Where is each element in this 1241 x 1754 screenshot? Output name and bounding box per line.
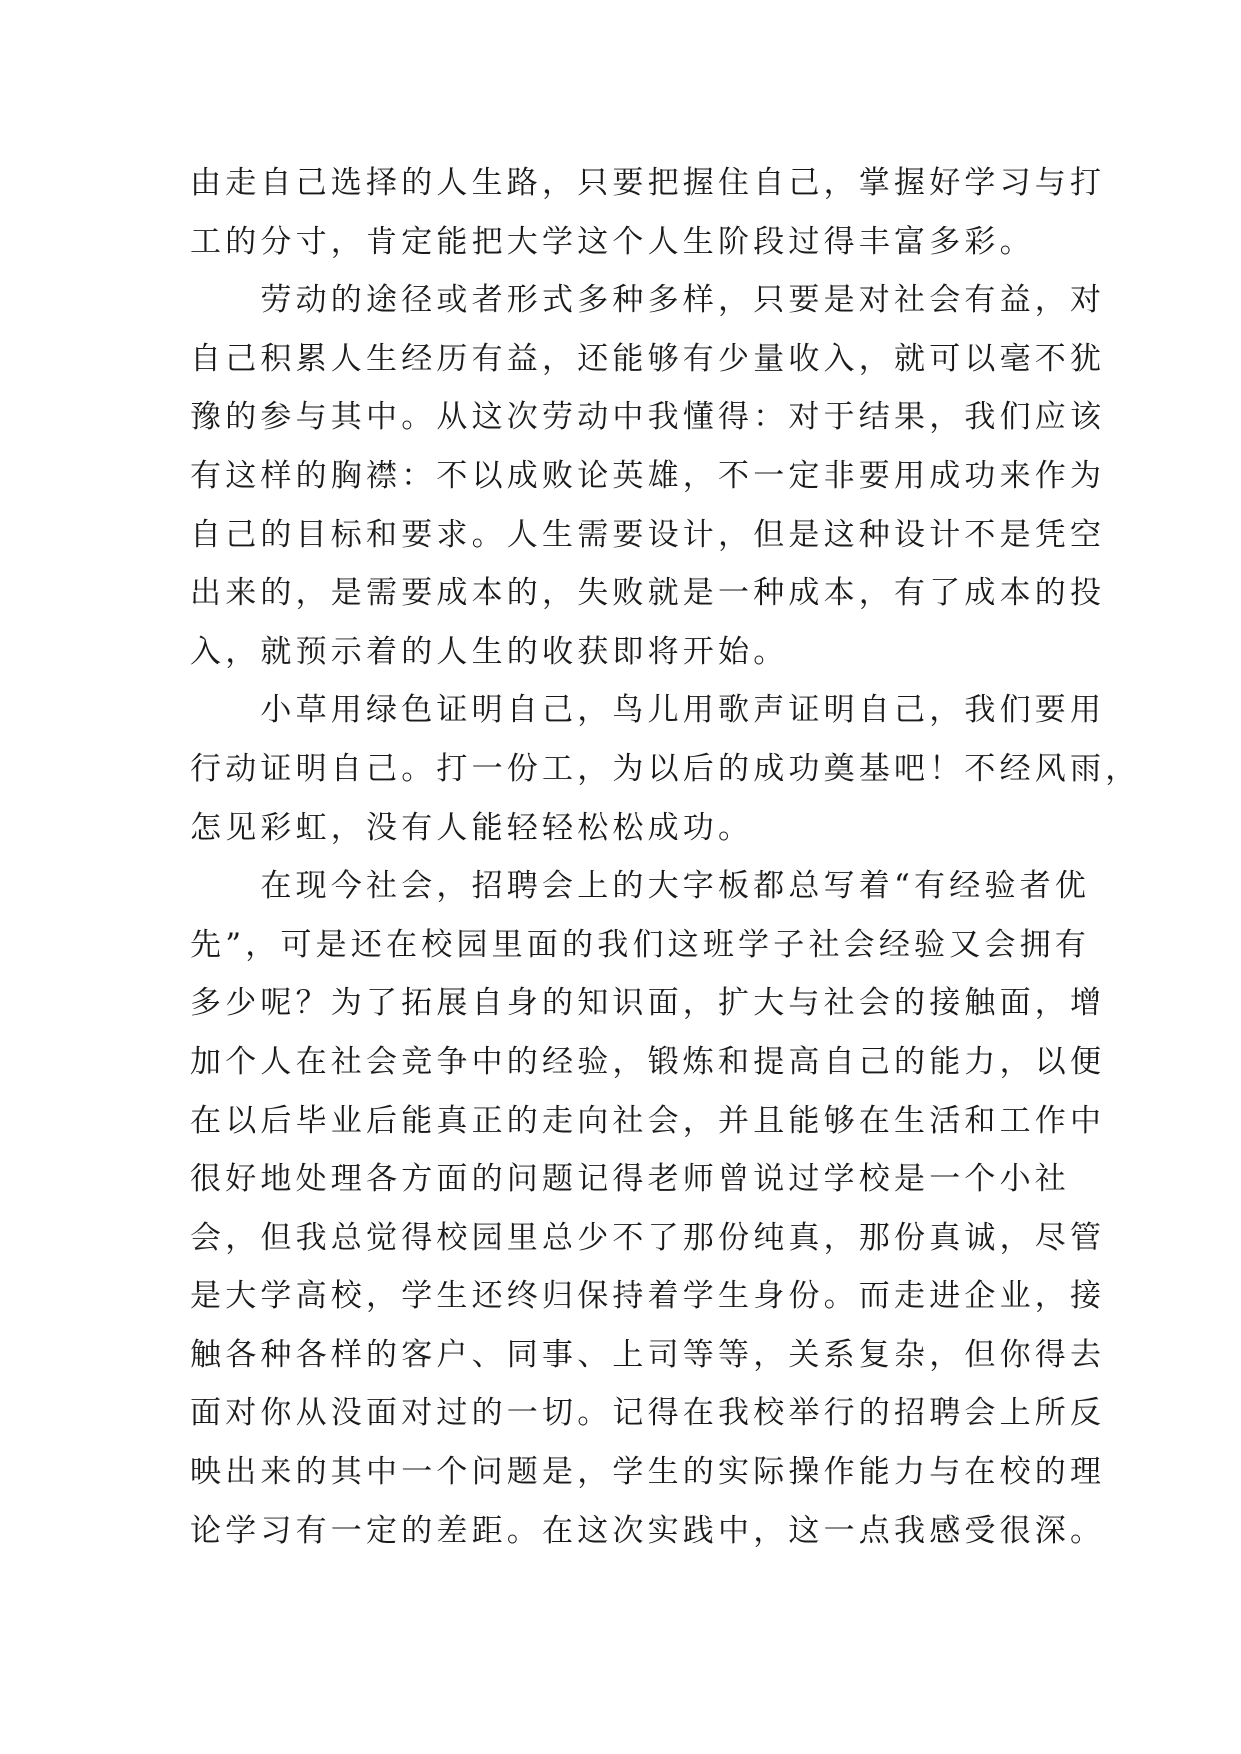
text-line: 自己积累人生经历有益，还能够有少量收入，就可以毫不犹 bbox=[190, 340, 1106, 377]
text-line: 劳动的途径或者形式多种多样，只要是对社会有益，对 bbox=[190, 282, 1106, 319]
text-line: 是大学高校，学生还终归保持着学生身份。而走进企业，接 bbox=[190, 1278, 1106, 1315]
text-line: 会，但我总觉得校园里总少不了那份纯真，那份真诚，尽管 bbox=[190, 1219, 1106, 1256]
text-line: 出来的，是需要成本的，失败就是一种成本，有了成本的投 bbox=[190, 575, 1106, 612]
body-text bbox=[190, 154, 1141, 1560]
text-line: 入，就预示着的人生的收获即将开始。 bbox=[190, 633, 789, 670]
text-line: 加个人在社会竞争中的经验，锻炼和提高自己的能力，以便 bbox=[190, 1043, 1106, 1080]
text-line: 自己的目标和要求。人生需要设计，但是这种设计不是凭空 bbox=[190, 516, 1106, 553]
text-line: 小草用绿色证明自己，鸟儿用歌声证明自己，我们要用 bbox=[190, 692, 1106, 729]
text-line: 怎见彩虹，没有人能轻轻松松成功。 bbox=[190, 809, 754, 846]
text-line: 面对你从没面对过的一切。记得在我校举行的招聘会上所反 bbox=[190, 1395, 1106, 1432]
text-line: 触各种各样的客户、同事、上司等等，关系复杂，但你得去 bbox=[190, 1336, 1106, 1373]
text-line: 行动证明自己。打一份工，为以后的成功奠基吧！不经风雨， bbox=[190, 750, 1141, 787]
text-line: 工的分寸，肯定能把大学这个人生阶段过得丰富多彩。 bbox=[190, 223, 1035, 260]
text-line: 由走自己选择的人生路，只要把握住自己，掌握好学习与打 bbox=[190, 165, 1106, 201]
text-line: 映出来的其中一个问题是，学生的实际操作能力与在校的理 bbox=[190, 1454, 1106, 1491]
text-line: 在现今社会，招聘会上的大字板都总写着“有经验者优 bbox=[190, 868, 1091, 905]
text-line: 多少呢？为了拓展自身的知识面，扩大与社会的接触面，增 bbox=[190, 985, 1106, 1022]
text-line: 论学习有一定的差距。在这次实践中，这一点我感受很深。 bbox=[190, 1512, 1106, 1549]
text-line: 很好地处理各方面的问题记得老师曾说过学校是一个小社 bbox=[190, 1161, 1070, 1198]
text-line: 先”，可是还在校园里面的我们这班学子社会经验又会拥有 bbox=[190, 926, 1091, 963]
text-line: 豫的参与其中。从这次劳动中我懂得：对于结果，我们应该 bbox=[190, 399, 1106, 436]
text-line: 在以后毕业后能真正的走向社会，并且能够在生活和工作中 bbox=[190, 1102, 1106, 1139]
text-line: 有这样的胸襟：不以成败论英雄，不一定非要用成功来作为 bbox=[190, 457, 1106, 494]
